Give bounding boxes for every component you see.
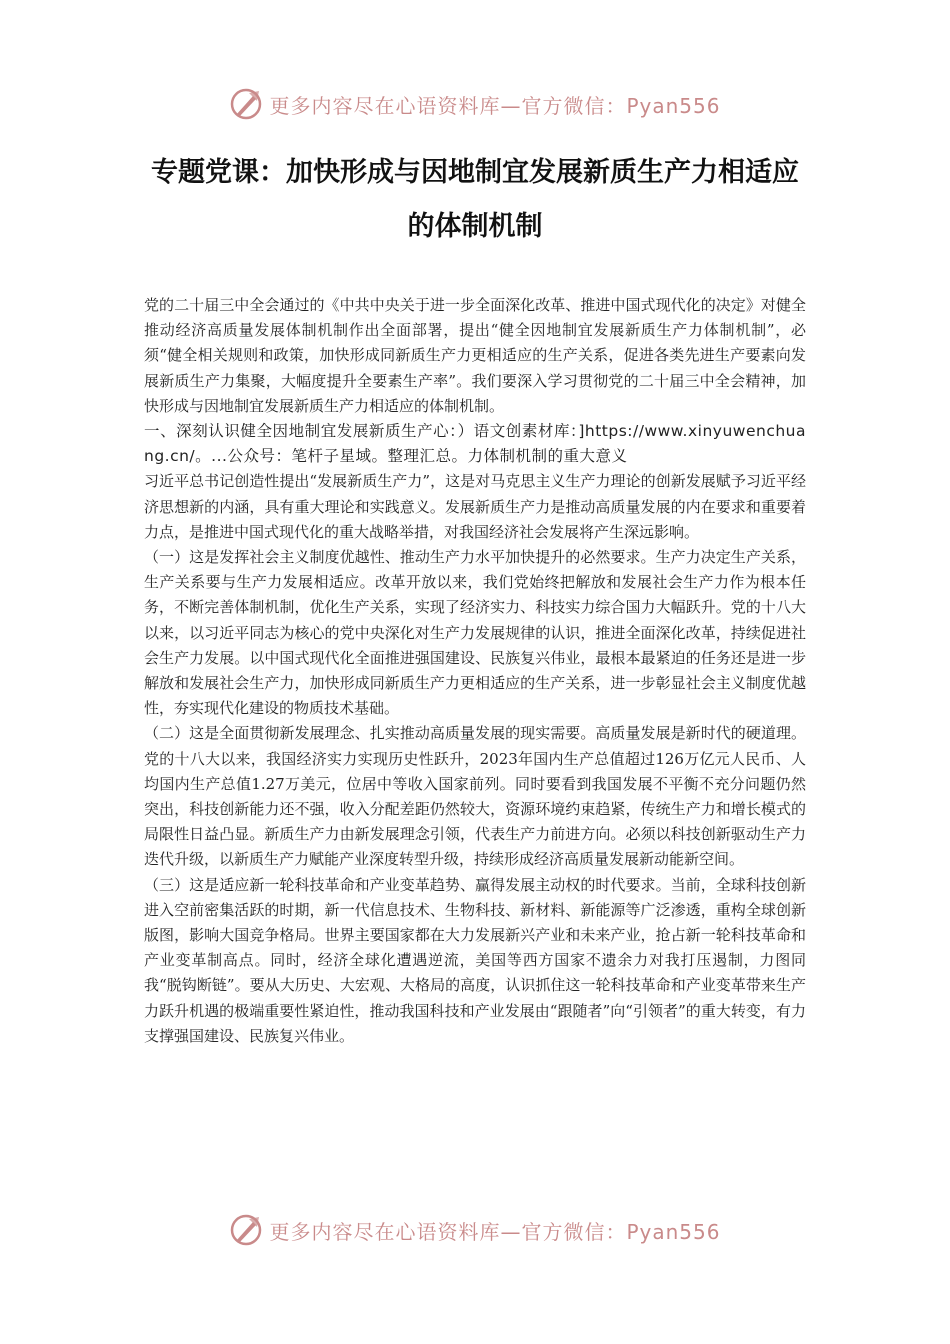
document-title: 专题党课：加快形成与因地制宜发展新质生产力相适应的体制机制 bbox=[151, 157, 799, 242]
watermark-text: 更多内容尽在心语资料库—官方微信：Pyan556 bbox=[269, 93, 721, 118]
section-heading-1: 一、深刻认识健全因地制宜发展新质生产心：）语文创素材库：]https://www.xinyuwenchuang.cn/。...公众号：笔杆子星域。整理汇总。力体制机制的重大意义 bbox=[144, 422, 806, 466]
watermark-text: 更多内容尽在心语资料库—官方微信：Pyan556 bbox=[269, 1219, 721, 1244]
body-paragraph: （三）这是适应新一轮科技革命和产业变革趋势、赢得发展主动权的时代要求。当前，全球科技创新进入空前密集活跃的时期，新一代信息技术、生物科技、新材料、新能源等广泛渗透，重构全球创新版图，影响大国竞争格局。世界主要国家都在大力发展新兴产业和未来产业，抢占新一轮科技革命和产业变革制高点。同时，经济全球化遭遇逆流，美国等西方国家不遗余力对我打压遏制，力图同我“脱钩断链”。要从大历史、大宏观、大格局的高度，认识抓住这一轮科技革命和产业变革带来生产力跃升机遇的极端重要性紧迫性，推动我国科技和产业发展由“跟随者”向“引领者”的重大转变，有力支撑强国建设、民族复兴伟业。 bbox=[144, 875, 806, 1045]
body-paragraph: （一）这是发挥社会主义制度优越性、推动生产力水平加快提升的必然要求。生产力决定生产关系，生产关系要与生产力发展相适应。改革开放以来，我们党始终把解放和发展社会生产力作为根本任务，不断完善体制机制，优化生产关系，实现了经济实力、科技实力综合国力大幅跃升。党的十八大以来，以习近平同志为核心的党中央深化对生产力发展规律的认识，推进全面深化改革，持续促进社会生产力发展。以中国式现代化全面推进强国建设、民族复兴伟业，最根本最紧迫的任务还是进一步解放和发展社会生产力，加快形成同新质生产力更相适应的生产关系，进一步彰显社会主义制度优越性，夯实现代化建设的物质技术基础。 bbox=[144, 548, 806, 718]
quill-logo-icon bbox=[229, 87, 263, 121]
intro-paragraph: 党的二十届三中全会通过的《中共中央关于进一步全面深化改革、推进中国式现代化的决定》对健全推动经济高质量发展体制机制作出全面部署，提出“健全因地制宜发展新质生产力体制机制”，必须“健全相关规则和政策，加快形成同新质生产力更相适应的生产关系，促进各类先进生产要素向发展新质生产力集聚，大幅度提升全要素生产率”。我们要深入学习贯彻党的二十届三中全会精神，加快形成与因地制宜发展新质生产力相适应的体制机制。 bbox=[144, 296, 806, 415]
quill-logo-icon bbox=[229, 1213, 263, 1247]
document-body bbox=[144, 293, 806, 1049]
body-paragraph: （二）这是全面贯彻新发展理念、扎实推动高质量发展的现实需要。高质量发展是新时代的硬道理。党的十八大以来，我国经济实力实现历史性跃升，2023年国内生产总值超过126万亿元人民币、人均国内生产总值1.27万美元，位居中等收入国家前列。同时要看到我国发展不平衡不充分问题仍然突出，科技创新能力还不强，收入分配差距仍然较大，资源环境约束趋紧，传统生产力和增长模式的局限性日益凸显。新质生产力由新发展理念引领，代表生产力前进方向。必须以科技创新驱动生产力迭代升级，以新质生产力赋能产业深度转型升级，持续形成经济高质量发展新动能新空间。 bbox=[144, 724, 806, 869]
watermark-banner-top bbox=[0, 84, 950, 124]
body-paragraph: 习近平总书记创造性提出“发展新质生产力”，这是对马克思主义生产力理论的创新发展赋予习近平经济思想新的内涵，具有重大理论和实践意义。发展新质生产力是推动高质量发展的内在要求和重要着力点，是推进中国式现代化的重大战略举措，对我国经济社会发展将产生深远影响。 bbox=[144, 472, 806, 541]
watermark-banner-bottom bbox=[0, 1210, 950, 1250]
